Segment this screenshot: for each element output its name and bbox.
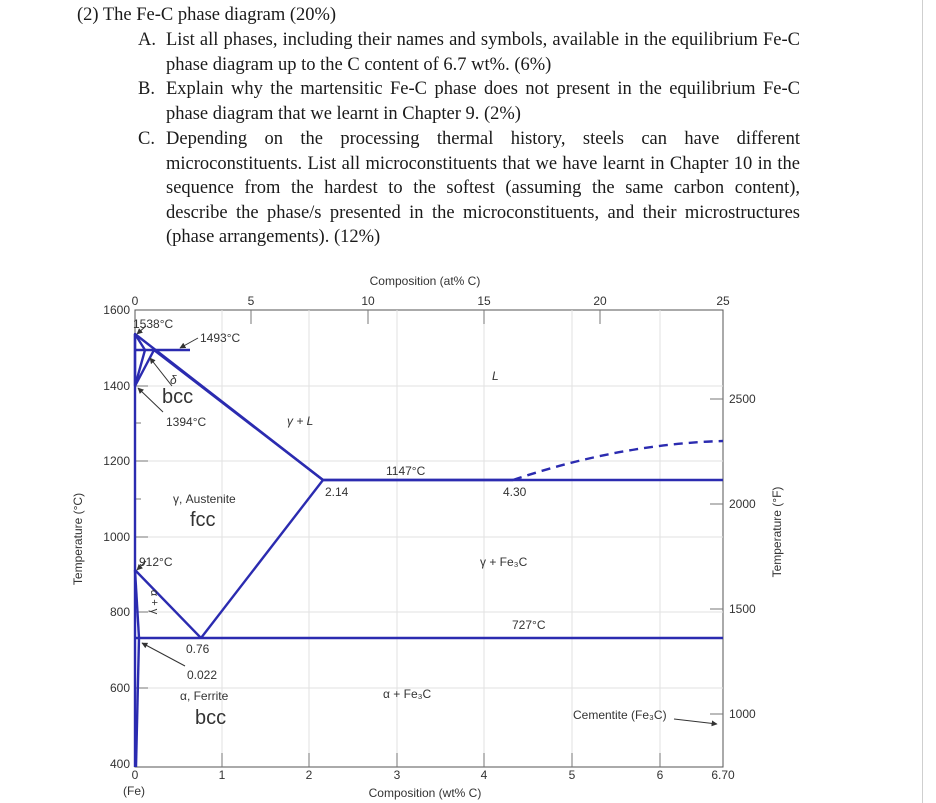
left-tick-label: 1000 (103, 530, 130, 544)
bottom-tick-label: 0 (131, 768, 139, 782)
item-letter: C. (138, 129, 155, 149)
right-tick-label: 1500 (729, 602, 756, 616)
item-text: Explain why the martensitic Fe-C phase does not present in the equilibrium Fe-C phase diagram that we learnt in Chapter 9. (2%) (166, 79, 800, 124)
label-430: 4.30 (503, 485, 527, 499)
left-axis-title: Temperature (°C) (71, 492, 85, 586)
bottom-origin-label: (Fe) (123, 784, 145, 798)
question-heading: (2) The Fe-C phase diagram (20%) (77, 5, 337, 25)
top-tick-label: 15 (477, 294, 491, 308)
label-fcc: fcc (190, 509, 216, 531)
label-delta: δ (170, 373, 177, 387)
bottom-tick-label: 6.70 (711, 768, 735, 782)
right-tick-label: 2500 (729, 392, 756, 406)
left-tick-label: 400 (109, 757, 130, 771)
label-ferrite: α, Ferrite (180, 689, 229, 703)
bottom-tick-label: 2 (305, 768, 313, 782)
question-item-a (138, 28, 800, 77)
top-tick-label: 0 (131, 294, 139, 308)
label-gamma-liquid: γ + L (287, 414, 314, 428)
label-austenite: γ, Austenite (173, 492, 236, 506)
phase-diagram (0, 262, 922, 803)
top-tick-label: 25 (716, 294, 730, 308)
label-1493: 1493°C (200, 331, 241, 345)
left-tick-label: 1400 (103, 379, 130, 393)
page-edge-rule (922, 0, 923, 803)
top-tick-label: 20 (593, 294, 607, 308)
label-cementite: Cementite (Fe₃C) (573, 708, 667, 722)
label-1147: 1147°C (386, 464, 426, 478)
label-alpha-fe3c: α + Fe₃C (383, 687, 432, 701)
right-tick-label: 2000 (729, 497, 756, 511)
label-076: 0.76 (186, 642, 210, 656)
bottom-tick-label: 4 (480, 768, 488, 782)
label-727: 727°C (512, 618, 546, 632)
item-text: List all phases, including their names and symbols, available in the equilibrium Fe-C phase diagram up to the C content of 6.7 wt%. (6%) (166, 30, 800, 75)
right-axis-title: Temperature (°F) (770, 486, 784, 578)
left-tick-label: 600 (109, 681, 130, 695)
label-alpha-gamma: α + γ (148, 589, 160, 615)
bottom-tick-label: 3 (393, 768, 401, 782)
question-item-b (138, 77, 800, 126)
question-item-c (138, 127, 800, 250)
label-1394: 1394°C (166, 415, 207, 429)
top-axis-title: Composition (at% C) (369, 274, 481, 288)
label-bcc-alpha: bcc (195, 707, 227, 729)
left-tick-label: 800 (109, 605, 130, 619)
label-liquid: L (492, 369, 499, 383)
bottom-tick-label: 5 (568, 768, 576, 782)
item-text: Depending on the processing thermal history, steels can have different microconstituents. List all microconstituents that we have learnt in Chapter 10 in the sequence from the hardest to the softest (assuming the same carbon content), describe the phase/s presented in the microconstituents, and their microstructures (phase arrangements). (12%) (166, 129, 800, 247)
label-gamma-fe3c: γ + Fe₃C (480, 555, 528, 569)
left-tick-label: 1200 (103, 454, 130, 468)
bottom-tick-label: 1 (218, 768, 226, 782)
item-letter: A. (138, 30, 156, 50)
item-letter: B. (138, 79, 155, 99)
label-912: 912°C (139, 555, 173, 569)
right-tick-label: 1000 (729, 707, 756, 721)
label-0022: 0.022 (187, 668, 218, 682)
label-214: 2.14 (325, 485, 349, 499)
top-tick-label: 10 (361, 294, 375, 308)
top-tick-label: 5 (247, 294, 255, 308)
bottom-tick-label: 6 (656, 768, 664, 782)
label-1538: 1538°C (133, 317, 174, 331)
bottom-axis-title: Composition (wt% C) (368, 786, 482, 800)
label-bcc-delta: bcc (162, 386, 194, 408)
left-tick-label: 1600 (103, 303, 130, 317)
